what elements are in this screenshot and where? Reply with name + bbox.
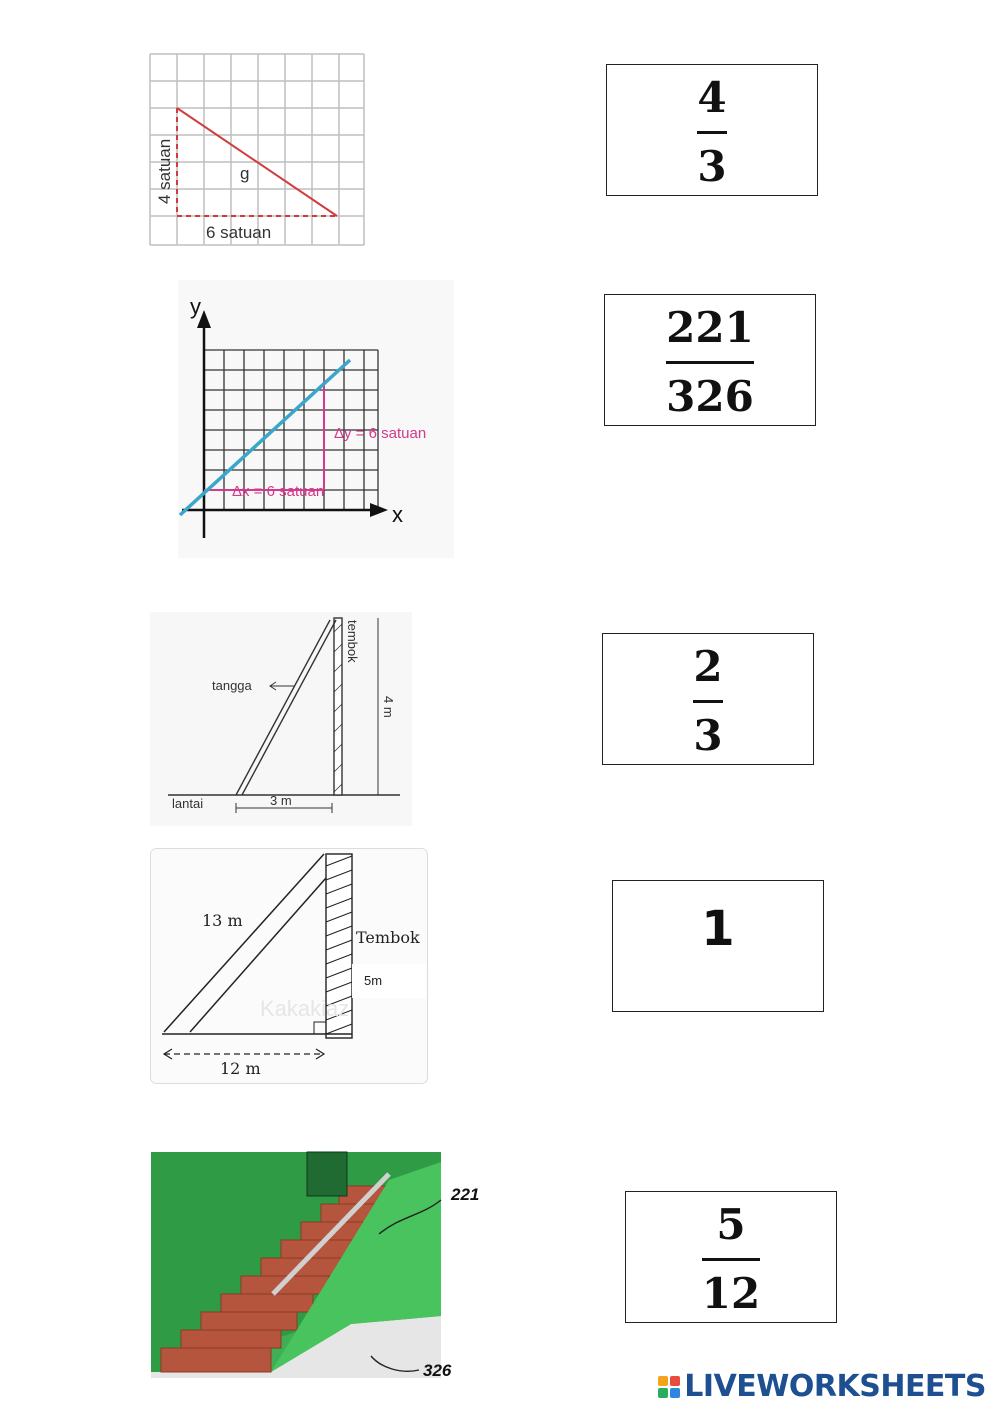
- label-13m: 13 m: [202, 911, 243, 930]
- label-6-satuan: 6 satuan: [206, 223, 272, 242]
- figure-ladder-13m: [150, 848, 428, 1084]
- fraction-3: [603, 642, 813, 761]
- logo-icon: [658, 1376, 680, 1398]
- label-lantai: lantai: [172, 796, 204, 811]
- dy-label: Δy = 6 satuan: [334, 425, 427, 442]
- label-3m: 3 m: [270, 793, 292, 808]
- brand-text: LIVEWORKSHEETS: [684, 1369, 986, 1404]
- answer-box-5[interactable]: [625, 1191, 837, 1323]
- figure-ladder-wall: [150, 612, 412, 826]
- label-326: 326: [423, 1361, 452, 1378]
- denominator: 12: [701, 1269, 761, 1318]
- numerator: 4: [697, 73, 727, 122]
- answer-box-2[interactable]: [604, 294, 816, 426]
- numerator: 2: [693, 642, 723, 691]
- fraction-1: [607, 73, 817, 192]
- label-5m: 5m: [364, 973, 383, 988]
- whole-number: 1: [701, 901, 735, 957]
- numerator: 221: [666, 303, 754, 352]
- x-axis-label: x: [392, 502, 403, 527]
- fraction-2: [605, 303, 815, 422]
- fraction-bar: [693, 700, 723, 703]
- fraction-bar: [697, 131, 727, 134]
- fraction-5: [626, 1200, 836, 1319]
- label-g: g: [240, 164, 250, 183]
- numerator: 5: [716, 1200, 746, 1249]
- y-axis-label: y: [190, 294, 201, 319]
- label-12m: 12 m: [220, 1059, 261, 1078]
- answer-box-1[interactable]: [606, 64, 818, 196]
- answer-box-3[interactable]: [602, 633, 814, 765]
- figure-grid-triangle: [148, 52, 366, 248]
- fraction-bar: [702, 1258, 760, 1261]
- label-tembok: tembok: [345, 620, 360, 663]
- denominator: 326: [666, 372, 754, 421]
- figure-stair-photo: [151, 1146, 489, 1378]
- label-tembok-4: Tembok: [356, 928, 420, 947]
- figure-coordinate-graph: [178, 280, 454, 558]
- denominator: 3: [693, 711, 723, 760]
- answer-box-4[interactable]: [612, 880, 824, 1012]
- label-4-satuan: 4 satuan: [155, 138, 174, 204]
- liveworksheets-logo: [658, 1369, 986, 1404]
- label-4m: 4 m: [381, 696, 396, 718]
- dx-label: Δx = 6 satuan: [232, 483, 325, 500]
- watermark: Kakakiaz: [260, 996, 350, 1021]
- label-221: 221: [451, 1185, 480, 1204]
- denominator: 3: [697, 142, 727, 191]
- fraction-bar: [666, 361, 754, 364]
- label-tangga: tangga: [212, 678, 252, 693]
- door-grill: [307, 1152, 347, 1196]
